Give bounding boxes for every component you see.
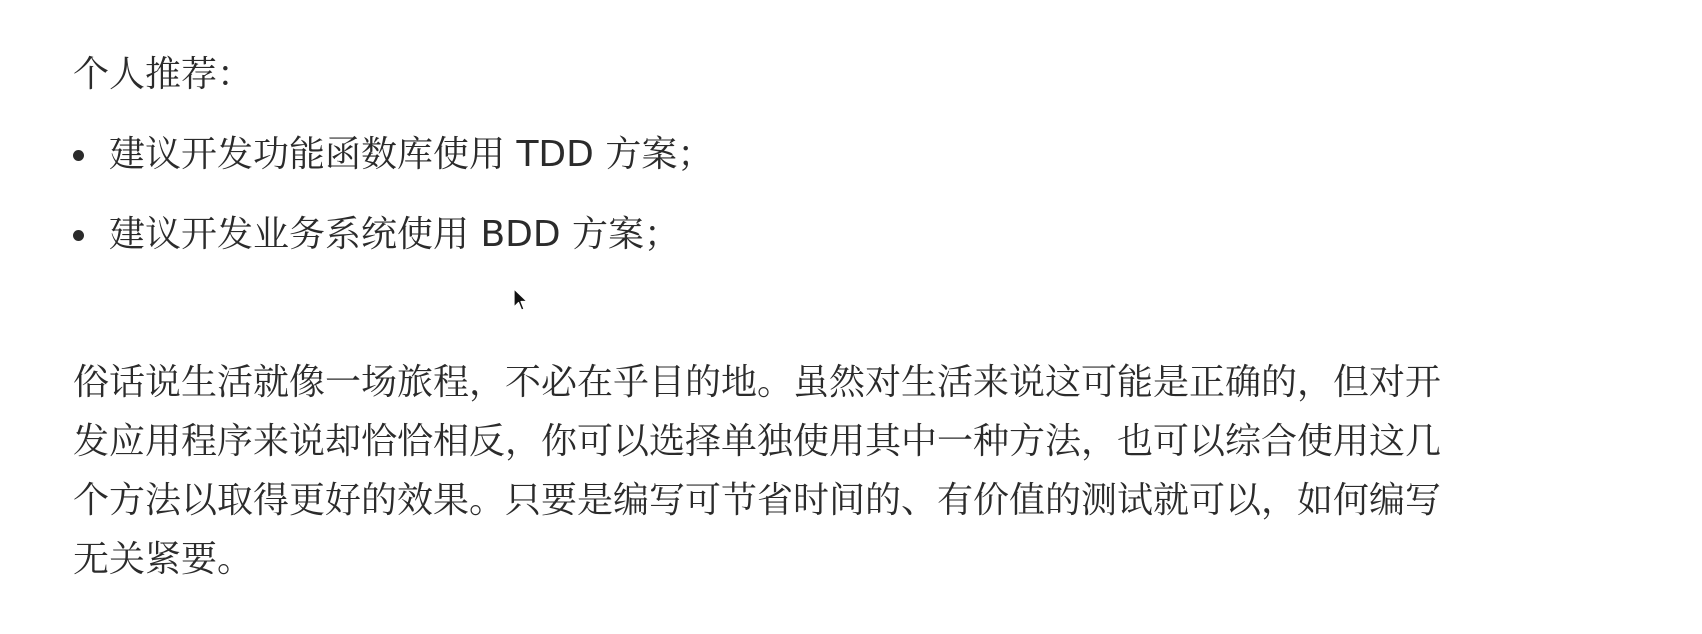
paragraph-line: 个方法以取得更好的效果。只要是编写可节省时间的、有价值的测试就可以，如何编写 [73, 480, 1442, 521]
list-item [73, 130, 713, 180]
paragraph-line: 发应用程序来说却恰恰相反，你可以选择单独使用其中一种方法，也可以综合使用这几 [73, 421, 1442, 462]
body-paragraph [73, 353, 1613, 589]
bullet-icon [73, 230, 84, 241]
list-item-text: 建议开发业务系统使用 BDD 方案； [109, 214, 681, 255]
bullet-icon [73, 150, 84, 161]
list-item-text: 建议开发功能函数库使用 TDD 方案； [109, 134, 714, 175]
paragraph-line: 俗话说生活就像一场旅程，不必在乎目的地。虽然对生活来说这可能是正确的，但对开 [73, 362, 1442, 403]
paragraph-line: 无关紧要。 [73, 539, 254, 580]
recommendation-list [73, 130, 713, 290]
mouse-pointer-icon [513, 288, 529, 312]
list-item [73, 210, 713, 260]
recommendation-heading: 个人推荐： [73, 54, 254, 95]
